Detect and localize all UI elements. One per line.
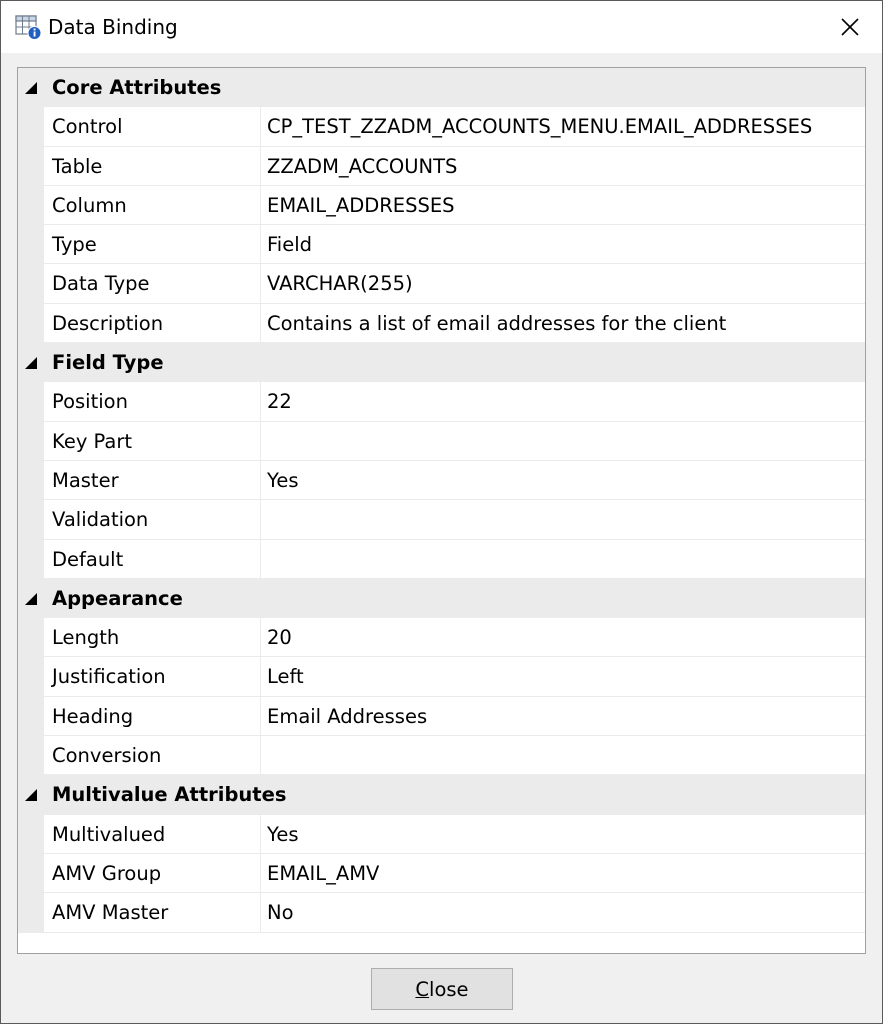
row-gutter bbox=[18, 736, 44, 775]
property-name: Position bbox=[44, 382, 261, 421]
property-row[interactable] bbox=[18, 304, 865, 343]
close-button-label: lose bbox=[429, 977, 469, 1001]
row-gutter bbox=[18, 186, 44, 225]
section-label: Appearance bbox=[52, 586, 183, 610]
property-name: AMV Master bbox=[44, 893, 261, 932]
window-title: Data Binding bbox=[48, 15, 178, 39]
property-value[interactable]: ZZADM_ACCOUNTS bbox=[261, 147, 865, 186]
close-button-mnemonic: C bbox=[415, 977, 430, 1001]
property-row[interactable] bbox=[18, 657, 865, 696]
section-header[interactable] bbox=[18, 775, 865, 814]
row-gutter bbox=[18, 461, 44, 500]
property-name: Type bbox=[44, 225, 261, 264]
property-row[interactable] bbox=[18, 382, 865, 421]
property-row[interactable] bbox=[18, 264, 865, 303]
property-value[interactable]: Contains a list of email addresses for the client bbox=[261, 304, 865, 343]
property-value[interactable]: 20 bbox=[261, 618, 865, 657]
row-gutter bbox=[18, 657, 44, 696]
table-info-icon bbox=[15, 15, 43, 41]
row-gutter bbox=[18, 618, 44, 657]
property-row[interactable] bbox=[18, 854, 865, 893]
section-label: Multivalue Attributes bbox=[52, 783, 287, 807]
property-value[interactable] bbox=[261, 422, 865, 461]
row-gutter bbox=[18, 422, 44, 461]
row-gutter bbox=[18, 225, 44, 264]
section-label: Field Type bbox=[52, 351, 164, 375]
property-row[interactable] bbox=[18, 461, 865, 500]
property-value[interactable]: Yes bbox=[261, 815, 865, 854]
window-close-button[interactable] bbox=[828, 7, 872, 47]
property-row[interactable] bbox=[18, 225, 865, 264]
row-gutter bbox=[18, 854, 44, 893]
property-name: Table bbox=[44, 147, 261, 186]
property-row[interactable] bbox=[18, 893, 865, 932]
property-name: Length bbox=[44, 618, 261, 657]
property-row[interactable] bbox=[18, 736, 865, 775]
section-label: Core Attributes bbox=[52, 76, 222, 99]
row-gutter bbox=[18, 540, 44, 579]
collapse-triangle-icon[interactable] bbox=[24, 592, 38, 606]
property-name: Default bbox=[44, 540, 261, 579]
row-gutter bbox=[18, 304, 44, 343]
property-row[interactable] bbox=[18, 540, 865, 579]
property-name: Validation bbox=[44, 500, 261, 539]
property-row[interactable] bbox=[18, 500, 865, 539]
section-header[interactable] bbox=[18, 579, 865, 618]
property-name: Master bbox=[44, 461, 261, 500]
collapse-triangle-icon[interactable] bbox=[24, 81, 38, 95]
row-gutter bbox=[18, 893, 44, 932]
property-value[interactable]: EMAIL_AMV bbox=[261, 854, 865, 893]
row-gutter bbox=[18, 500, 44, 539]
property-value[interactable] bbox=[261, 736, 865, 775]
property-value[interactable]: No bbox=[261, 893, 865, 932]
close-icon bbox=[840, 17, 860, 37]
property-value[interactable]: Yes bbox=[261, 461, 865, 500]
property-value[interactable]: Left bbox=[261, 657, 865, 696]
row-gutter bbox=[18, 264, 44, 303]
row-gutter bbox=[18, 107, 44, 146]
property-row[interactable] bbox=[18, 815, 865, 854]
title-bar bbox=[1, 1, 882, 53]
property-name: Control bbox=[44, 107, 261, 146]
property-value[interactable]: 22 bbox=[261, 382, 865, 421]
property-row[interactable] bbox=[18, 697, 865, 736]
row-gutter bbox=[18, 815, 44, 854]
property-name: Description bbox=[44, 304, 261, 343]
property-value[interactable]: CP_TEST_ZZADM_ACCOUNTS_MENU.EMAIL_ADDRESSES bbox=[261, 107, 865, 146]
collapse-triangle-icon[interactable] bbox=[24, 788, 38, 802]
property-value[interactable]: Field bbox=[261, 225, 865, 264]
property-value[interactable] bbox=[261, 540, 865, 579]
property-grid bbox=[17, 67, 866, 954]
collapse-triangle-icon[interactable] bbox=[24, 356, 38, 370]
property-name: Conversion bbox=[44, 736, 261, 775]
property-name: Key Part bbox=[44, 422, 261, 461]
property-row[interactable] bbox=[18, 186, 865, 225]
property-name: Data Type bbox=[44, 264, 261, 303]
property-name: Column bbox=[44, 186, 261, 225]
property-name: AMV Group bbox=[44, 854, 261, 893]
property-row[interactable] bbox=[18, 618, 865, 657]
property-name: Heading bbox=[44, 697, 261, 736]
row-gutter bbox=[18, 147, 44, 186]
section-header[interactable] bbox=[18, 343, 865, 382]
property-value[interactable]: EMAIL_ADDRESSES bbox=[261, 186, 865, 225]
property-value[interactable]: Email Addresses bbox=[261, 697, 865, 736]
close-button[interactable] bbox=[371, 968, 513, 1010]
section-header[interactable] bbox=[18, 68, 865, 107]
property-row[interactable] bbox=[18, 147, 865, 186]
property-row[interactable] bbox=[18, 107, 865, 146]
property-row[interactable] bbox=[18, 422, 865, 461]
property-value[interactable]: VARCHAR(255) bbox=[261, 264, 865, 303]
property-value[interactable] bbox=[261, 500, 865, 539]
property-name: Multivalued bbox=[44, 815, 261, 854]
property-name: Justification bbox=[44, 657, 261, 696]
row-gutter bbox=[18, 697, 44, 736]
row-gutter bbox=[18, 382, 44, 421]
